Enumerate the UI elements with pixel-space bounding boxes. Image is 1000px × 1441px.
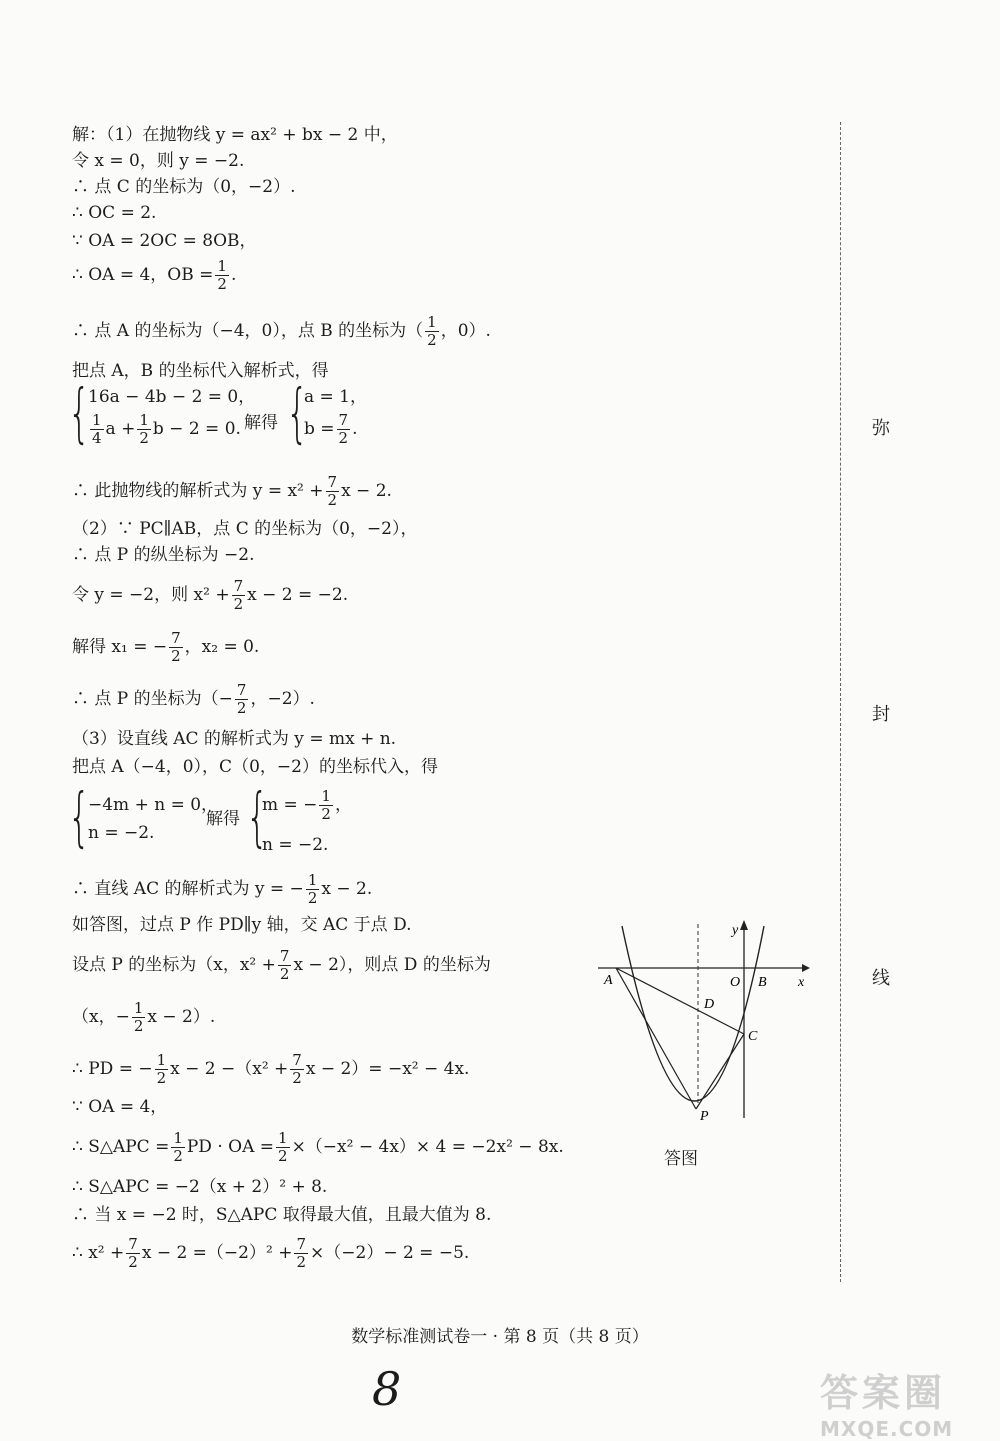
brace: { <box>68 377 91 451</box>
page-footer: 数学标准测试卷一 · 第 8 页（共 8 页） <box>351 1327 649 1347</box>
solution-line: 令 y = −2，则 x² + $\frac{7}{2}$ x − 2 = −2. <box>72 577 349 613</box>
parabola-figure <box>592 916 814 1138</box>
solution-line: ∴ OA = 4，OB = $\frac{1}{2}$ . <box>72 257 237 293</box>
equation-system-row: m = − $\frac{1}{2}$ ， <box>262 787 352 823</box>
solution-line: 令 x = 0，则 y = −2. <box>72 151 245 171</box>
solution-line: ∴ 此抛物线的解析式为 y = x² + $\frac{7}{2}$ x − 2. <box>72 473 392 509</box>
solution-line: ∴ 点 P 的纵坐标为 −2. <box>72 545 255 565</box>
solution-line: ∵ OA = 4， <box>72 1097 168 1117</box>
solution-line: ∵ OA = 2OC = 8OB， <box>72 231 257 251</box>
equation-system-row: n = −2. <box>88 823 155 843</box>
solution-line: ∴ 点 P 的坐标为（− $\frac{7}{2}$ ，−2）. <box>72 681 315 717</box>
handwritten-page-number: 8 <box>372 1362 402 1416</box>
brace: { <box>246 781 269 855</box>
y-axis-arrow <box>740 920 748 930</box>
solution-line: 解：（1）在抛物线 y = ax² + bx − 2 中， <box>72 125 398 145</box>
solve-label: 解得 <box>244 413 278 433</box>
solution-line: ∴ x² + $\frac{7}{2}$ x − 2 =（−2）² + $\frac{7}{2}$ ×（−2）− 2 = −5. <box>72 1235 470 1271</box>
equation-system-row: n = −2. <box>262 835 329 855</box>
watermark-text: 答案圈 <box>820 1371 947 1415</box>
equation-system-row: 16a − 4b − 2 = 0， <box>88 387 256 407</box>
label-p: P <box>700 1109 709 1124</box>
label-x: x <box>798 975 805 990</box>
solution-line: （3）设直线 AC 的解析式为 y = mx + n. <box>72 729 397 749</box>
equation-system-row: $\frac{1}{4}$ a + $\frac{1}{2}$ b − 2 = 0. <box>92 411 241 447</box>
watermark-url: MXQE.COM <box>820 1417 954 1441</box>
parabola-curve <box>622 926 764 1101</box>
solution-line: 把点 A（−4，0），C（0，−2）的坐标代入，得 <box>72 757 438 777</box>
solution-line: 设点 P 的坐标为（x，x² + $\frac{7}{2}$ x − 2），则点 D 的坐标为 <box>72 947 491 983</box>
label-d: D <box>704 997 715 1012</box>
side-mark-xian: 线 <box>872 968 890 989</box>
binding-dashed-line <box>840 122 841 1282</box>
solution-line: 把点 A，B 的坐标代入解析式，得 <box>72 361 329 381</box>
brace: { <box>286 377 309 451</box>
side-mark-feng: 封 <box>872 704 890 725</box>
watermark-logo <box>820 1362 953 1441</box>
label-c: C <box>748 1029 758 1044</box>
brace: { <box>68 781 91 855</box>
x-axis-arrow <box>802 964 810 972</box>
figure-caption: 答图 <box>664 1149 698 1169</box>
solution-line: 解得 x₁ = − $\frac{7}{2}$ ，x₂ = 0. <box>72 629 260 665</box>
solution-line: （2）∵ PC∥AB，点 C 的坐标为（0，−2）， <box>72 519 418 539</box>
solution-line: ∴ PD = − $\frac{1}{2}$ x − 2 −（x² + $\frac{7}{2}$ x − 2）= −x² − 4x. <box>72 1051 470 1087</box>
solution-line: ∴ 直线 AC 的解析式为 y = − $\frac{1}{2}$ x − 2. <box>72 871 373 907</box>
solution-line: ∴ 当 x = −2 时，S△APC 取得最大值，且最大值为 8. <box>72 1205 492 1225</box>
solution-line: ∴ 点 A 的坐标为（−4，0），点 B 的坐标为（ $\frac{1}{2}$ ，0）. <box>72 313 491 349</box>
label-y: y <box>732 923 739 938</box>
solution-line: ∴ S△APC = −2（x + 2）² + 8. <box>72 1177 328 1197</box>
equation-system-row: a = 1， <box>304 387 368 407</box>
solve-label: 解得 <box>206 809 240 829</box>
side-mark-mi: 弥 <box>872 418 890 439</box>
equation-system-row: −4m + n = 0， <box>88 795 219 815</box>
solution-line: 如答图，过点 P 作 PD∥y 轴，交 AC 于点 D. <box>72 915 412 935</box>
solution-line: ∴ S△APC = $\frac{1}{2}$ PD · OA = $\frac{1}{2}$ ×（−x² − 4x）× 4 = −2x² − 8x. <box>72 1129 564 1165</box>
label-o: O <box>730 975 741 990</box>
solution-line: ∴ 点 C 的坐标为（0，−2）. <box>72 177 296 197</box>
solution-line: ∴ OC = 2. <box>72 203 157 223</box>
line-pc <box>696 1034 744 1109</box>
equation-system-row: b = $\frac{7}{2}$ . <box>304 411 358 447</box>
label-b: B <box>758 975 767 990</box>
solution-line: （x，− $\frac{1}{2}$ x − 2）. <box>72 999 216 1035</box>
label-a: A <box>604 973 613 988</box>
